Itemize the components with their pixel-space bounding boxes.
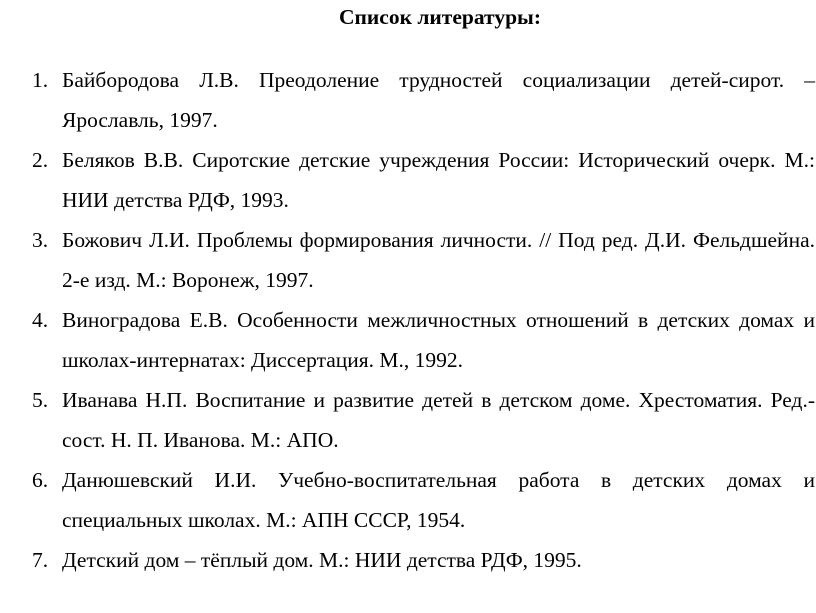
reference-text: Виноградова Е.В. Особенности межличностных отношений в детских домах и школах-интернатах: Диссертация. М., 1992.	[62, 308, 815, 372]
reference-item	[0, 300, 816, 380]
reference-item	[0, 140, 816, 220]
reference-text: Иванава Н.П. Воспитание и развитие детей в детском доме. Хрестоматия. Ред.-сост. Н. П. Иванова. М.: АПО.	[62, 388, 815, 452]
reference-text: Данюшевский И.И. Учебно-воспитательная работа в детских домах и специальных школах. М.: АПН СССР, 1954.	[62, 468, 815, 532]
reference-item	[0, 60, 816, 140]
reference-item	[0, 380, 816, 460]
reference-text: Беляков В.В. Сиротские детские учреждения России: Исторический очерк. М.: НИИ детства РДФ, 1993.	[62, 148, 815, 212]
reference-text: Божович Л.И. Проблемы формирования личности. // Под ред. Д.И. Фельдшейна. 2-е изд. М.: Воронеж, 1997.	[62, 228, 815, 292]
reference-item	[0, 540, 816, 580]
reference-text: Байбородова Л.В. Преодоление трудностей социализации детей-сирот. – Ярославль, 1997.	[62, 68, 815, 132]
reference-number: 2.	[32, 148, 49, 172]
reference-number: 3.	[32, 228, 49, 252]
reference-item	[0, 460, 816, 540]
reference-number: 5.	[32, 388, 49, 412]
page-title: Список литературы:	[339, 5, 541, 29]
reference-item	[0, 220, 816, 300]
reference-list	[0, 60, 816, 580]
reference-number: 7.	[32, 548, 49, 572]
reference-number: 4.	[32, 308, 49, 332]
reference-text: Детский дом – тёплый дом. М.: НИИ детства РДФ, 1995.	[62, 548, 582, 572]
reference-number: 6.	[32, 468, 49, 492]
reference-number: 1.	[32, 68, 49, 92]
